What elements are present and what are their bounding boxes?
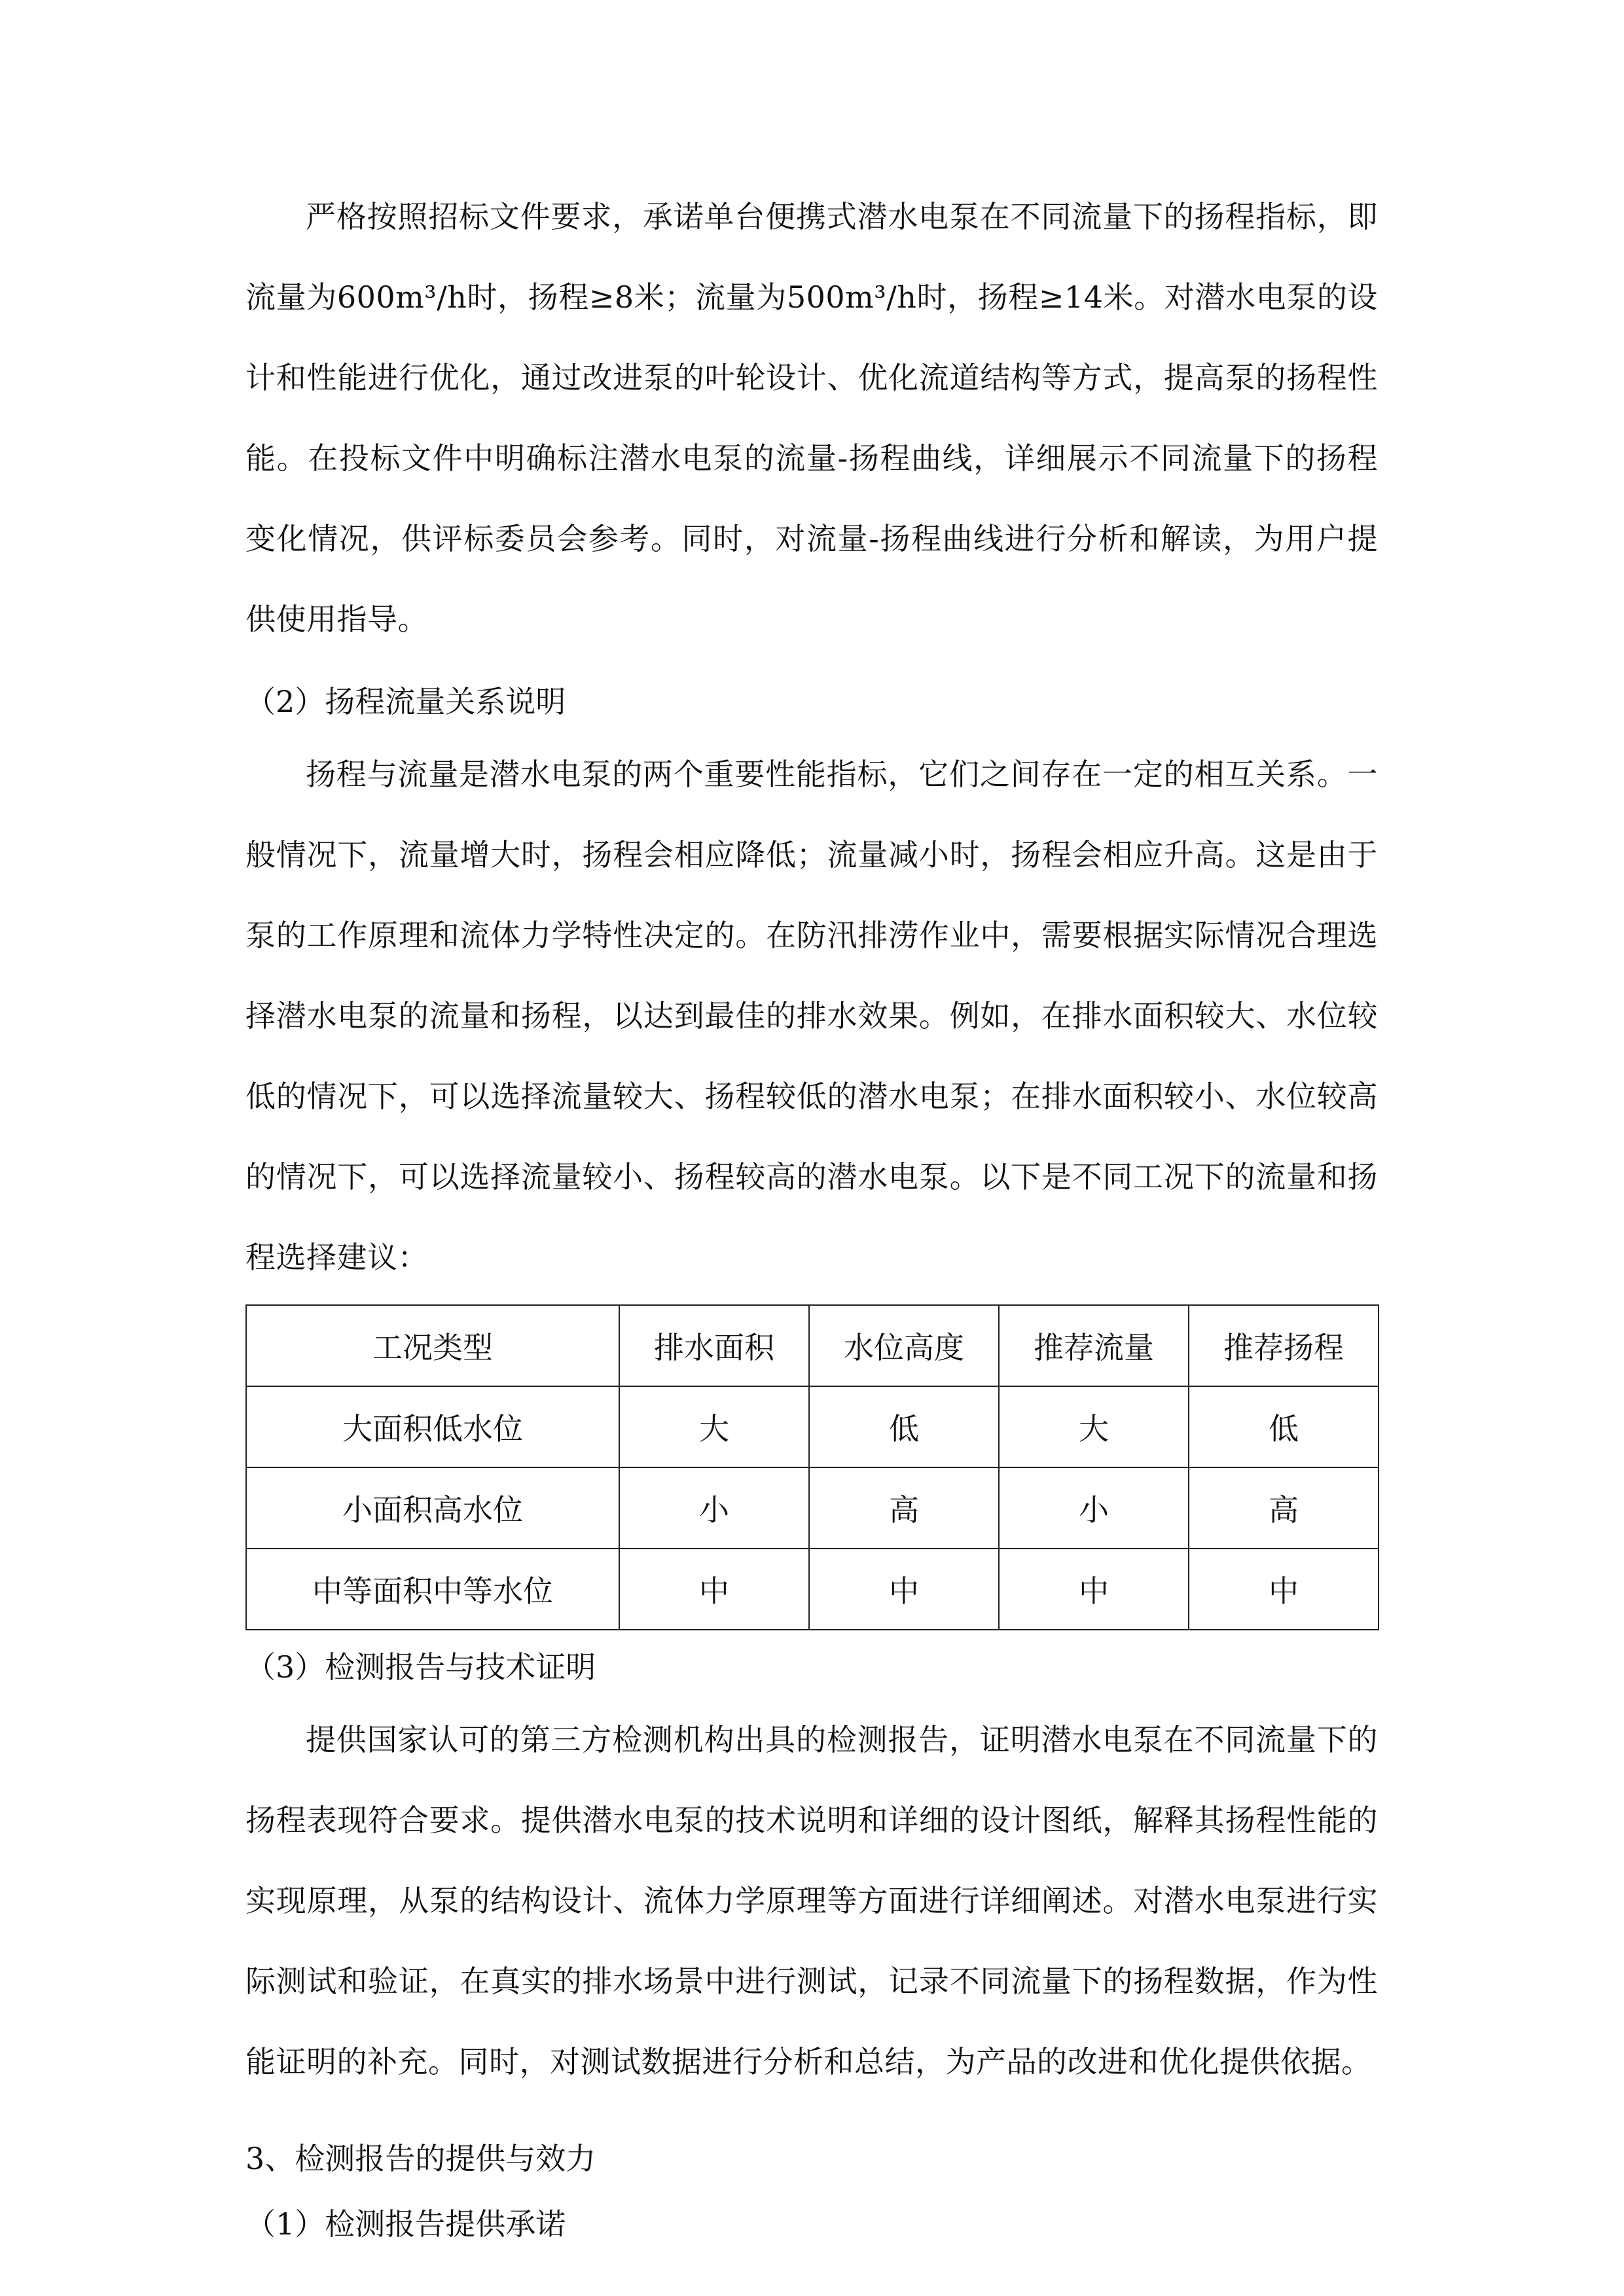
table-header-cell: 水位高度 (809, 1305, 999, 1386)
table-cell: 大面积低水位 (246, 1386, 619, 1467)
heading-head-flow-relation: （2）扬程流量关系说明 (245, 684, 566, 719)
table-header-cell: 工况类型 (246, 1305, 619, 1386)
heading-test-report: （3）检测报告与技术证明 (245, 1649, 596, 1685)
table-cell: 中 (809, 1549, 999, 1630)
table-header-cell: 排水面积 (619, 1305, 809, 1386)
table-cell: 大 (619, 1386, 809, 1467)
table-header-cell: 推荐流量 (999, 1305, 1189, 1386)
table-cell: 中 (619, 1549, 809, 1630)
paragraph-head-commitment: 严格按照招标文件要求，承诺单台便携式潜水电泵在不同流量下的扬程指标，即流量为600m³/h时，扬程≥8米；流量为500m³/h时，扬程≥14米。对潜水电泵的设计和性能进行优化，通过改进泵的叶轮设计、优化流道结构等方式，提高泵的扬程性能。在投标文件中明确标注潜水电泵的流量-扬程曲线，详细展示不同流量下的扬程变化情况，供评标委员会参考。同时，对流量-扬程曲线进行分析和解读，为用户提供使用指导。 (245, 199, 1378, 637)
table-header-cell: 推荐扬程 (1189, 1305, 1379, 1386)
table-cell: 小面积高水位 (246, 1467, 619, 1549)
heading-report-commitment: （1）检测报告提供承诺 (245, 2206, 566, 2242)
table-header-row (246, 1305, 1379, 1386)
table-cell: 高 (809, 1467, 999, 1549)
document-page (245, 177, 1378, 2257)
table-row (246, 1549, 1379, 1630)
table-cell: 中 (999, 1549, 1189, 1630)
paragraph-head-flow-relation: 扬程与流量是潜水电泵的两个重要性能指标，它们之间存在一定的相互关系。一般情况下，流量增大时，扬程会相应降低；流量减小时，扬程会相应升高。这是由于泵的工作原理和流体力学特性决定的。在防汛排涝作业中，需要根据实际情况合理选择潜水电泵的流量和扬程，以达到最佳的排水效果。例如，在排水面积较大、水位较低的情况下，可以选择流量较大、扬程较低的潜水电泵；在排水面积较小、水位较高的情况下，可以选择流量较小、扬程较高的潜水电泵。以下是不同工况下的流量和扬程选择建议： (245, 757, 1378, 1275)
working-condition-table (245, 1304, 1379, 1630)
table-cell: 中 (1189, 1549, 1379, 1630)
table-cell: 低 (1189, 1386, 1379, 1467)
table-cell: 中等面积中等水位 (246, 1549, 619, 1630)
table-row (246, 1386, 1379, 1467)
table-cell: 小 (619, 1467, 809, 1549)
table-cell: 大 (999, 1386, 1189, 1467)
table-cell: 高 (1189, 1467, 1379, 1549)
table-row (246, 1467, 1379, 1549)
table-cell: 低 (809, 1386, 999, 1467)
heading-section-3: 3、检测报告的提供与效力 (245, 2141, 596, 2176)
paragraph-test-report: 提供国家认可的第三方检测机构出具的检测报告，证明潜水电泵在不同流量下的扬程表现符合要求。提供潜水电泵的技术说明和详细的设计图纸，解释其扬程性能的实现原理，从泵的结构设计、流体力学原理等方面进行详细阐述。对潜水电泵进行实际测试和验证，在真实的排水场景中进行测试，记录不同流量下的扬程数据，作为性能证明的补充。同时，对测试数据进行分析和总结，为产品的改进和优化提供依据。 (245, 1722, 1378, 2079)
table-cell: 小 (999, 1467, 1189, 1549)
